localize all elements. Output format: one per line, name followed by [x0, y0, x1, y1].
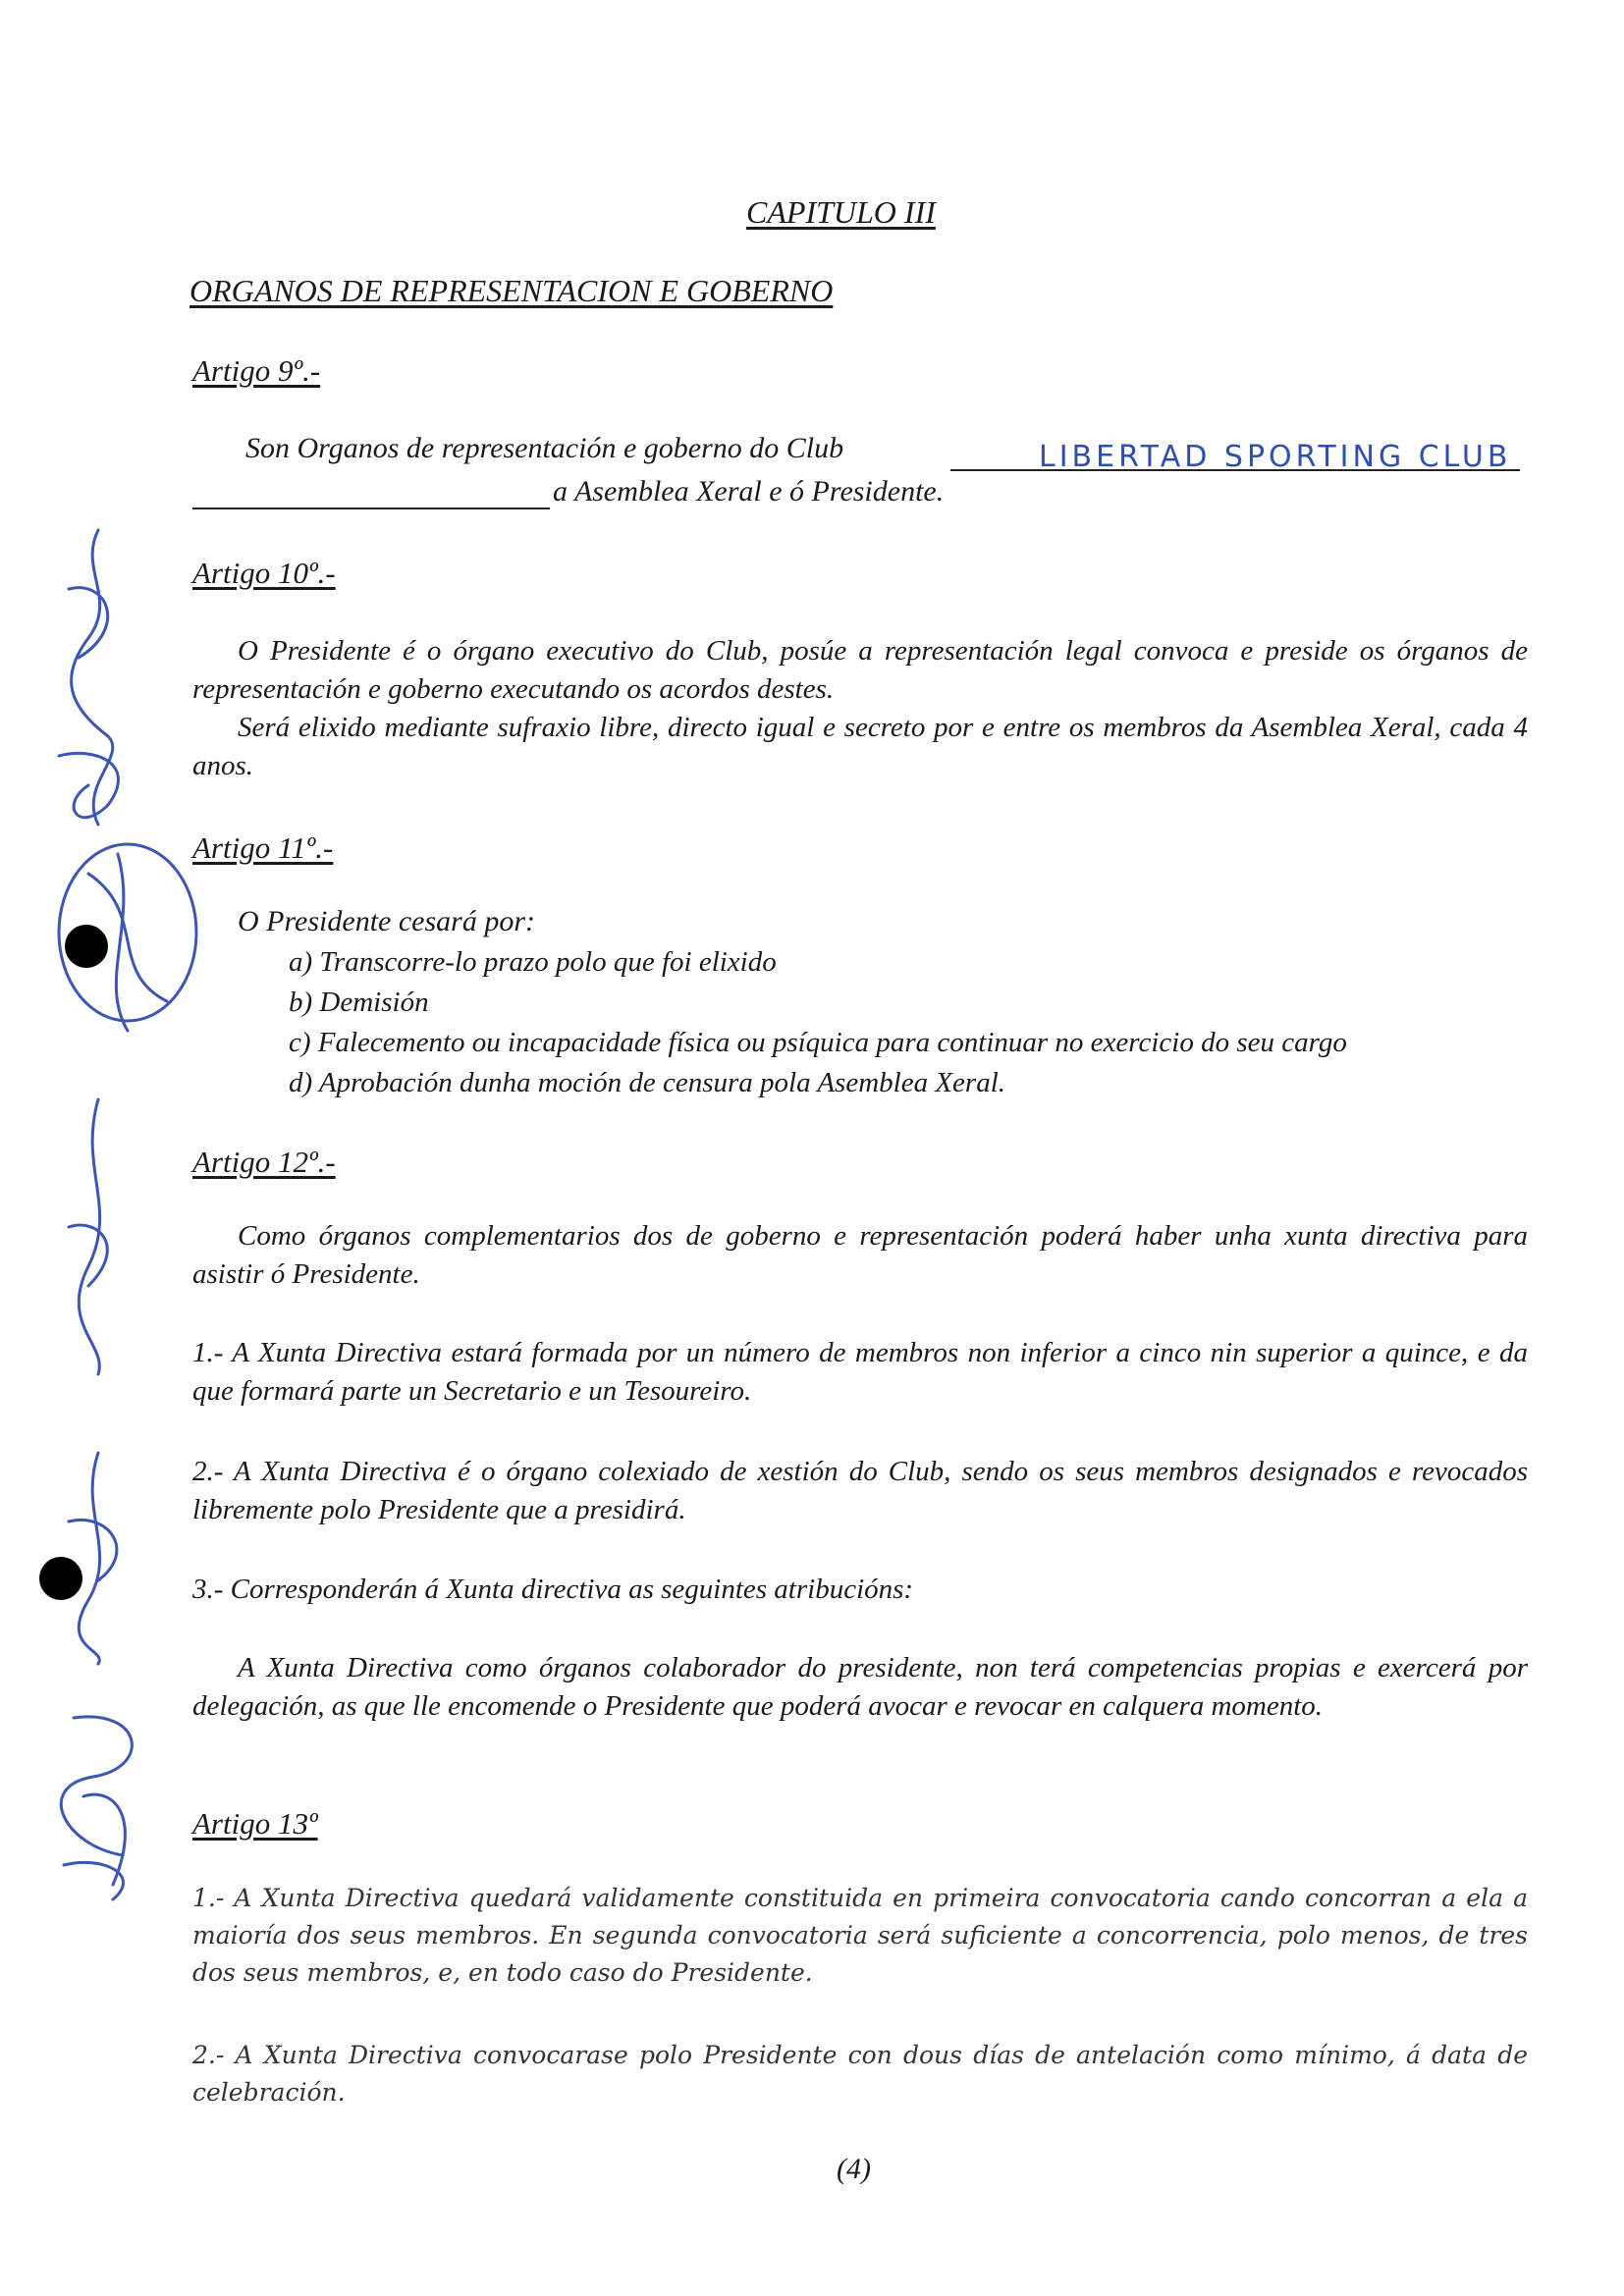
section-heading: ORGANOS DE REPRESENTACION E GOBERNO — [189, 273, 834, 308]
article-11-title: Artigo 11º.- — [192, 830, 334, 865]
article-13-item-2: 2.- A Xunta Directiva convocarase polo Presidente con dous días de antelación como mínimo, á data de celebración. — [192, 2041, 1528, 2107]
article-12-item-1: 1.- A Xunta Directiva estará formada por un número de membros non inferior a cinco nin superior a quince, e da que formará parte un Secretario e un Tesoureiro. — [192, 1337, 1528, 1407]
list-item: d) Aprobación dunha moción de censura pola Asemblea Xeral. — [289, 1067, 1005, 1098]
article-12-item-3: 3.- Corresponderán á Xunta directiva as seguintes atribucións: — [192, 1574, 914, 1605]
article-10-title: Artigo 10º.- — [192, 556, 336, 590]
article-12-paragraph-delegation: A Xunta Directiva como órganos colaborador do presidente, non terá competencias propias e exercerá por delegación, as que lle encomende o Presidente que poderá avocar e revocar en calquera momento. — [192, 1652, 1528, 1722]
list-item: a) Transcorre-lo prazo polo que foi elixido — [289, 946, 777, 978]
article-10-paragraph-1: O Presidente é o órgano executivo do Club, posúe a representación legal convoca e preside os órganos de representación e goberno executando os acordos destes. — [192, 635, 1528, 705]
list-item: b) Demisión — [289, 987, 429, 1018]
fill-line-blank — [192, 507, 550, 509]
article-11-list — [289, 942, 1347, 1103]
article-9-text-after: a Asemblea Xeral e ó Presidente. — [553, 475, 945, 507]
article-12-title: Artigo 12º.- — [192, 1145, 336, 1179]
margin-signature-5 — [54, 1708, 162, 1904]
page-number: (4) — [837, 2153, 871, 2185]
article-10-paragraph-2: Será elixido mediante sufraxio libre, directo igual e secreto por e entre os membros da Asemblea Xeral, cada 4 anos. — [192, 712, 1528, 781]
handwritten-club-name: LIBERTAD SPORTING CLUB — [1039, 440, 1512, 474]
article-12-paragraph-1: Como órganos complementarios dos de goberno e representación poderá haber unha xunta directiva para asistir ó Presidente. — [192, 1220, 1528, 1290]
article-9-text-before: Son Organos de representación e goberno do Club — [245, 432, 844, 464]
article-9-title: Artigo 9º.- — [192, 353, 321, 388]
chapter-heading: CAPITULO III — [746, 194, 936, 230]
article-13-title: Artigo 13º — [192, 1806, 318, 1841]
list-item: c) Falecemento ou incapacidade física ou psíquica para continuar no exercicio do seu cargo — [289, 1027, 1347, 1058]
margin-signature-4 — [49, 1443, 157, 1669]
article-13-item-1: 1.- A Xunta Directiva quedará validamente constituida en primeira convocatoria cando concorran a ela a maioría dos seus membros. En segunda convocatoria será suficiente a concorrencia, polo menos, de tres dos seus membros, e, en todo caso do Presidente. — [192, 1884, 1528, 1987]
article-12-item-2: 2.- A Xunta Directiva é o órgano colexiado de xestión do Club, sendo os seus membros designados e revocados libremente polo Presidente que a presidirá. — [192, 1456, 1528, 1525]
margin-signature-2 — [29, 834, 226, 1050]
margin-signature-1 — [39, 510, 157, 864]
margin-signature-3 — [59, 1090, 147, 1384]
article-11-intro: O Presidente cesará por: — [238, 905, 535, 937]
